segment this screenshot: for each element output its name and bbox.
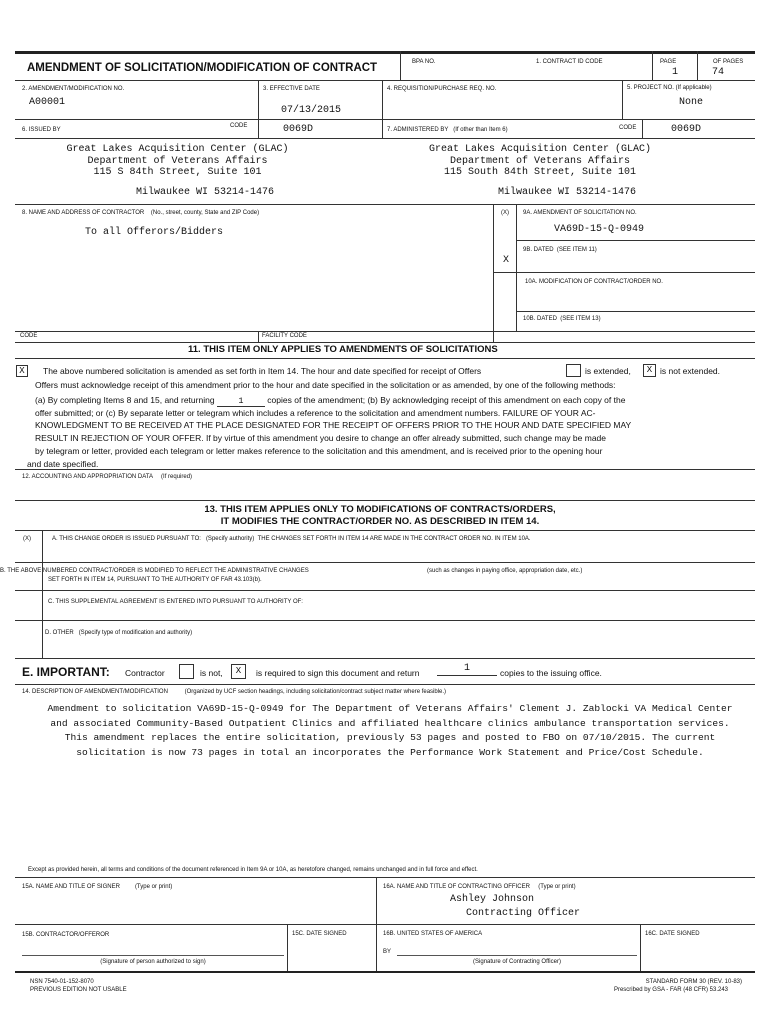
amendment-no-label: 2. AMENDMENT/MODIFICATION NO. — [22, 86, 125, 92]
is-not-checkbox[interactable] — [179, 664, 194, 679]
rule-before-item13 — [15, 500, 755, 501]
item14-description — [20, 702, 760, 760]
form-title: AMENDMENT OF SOLICITATION/MODIFICATION OF CONTRACT — [27, 62, 378, 74]
item11-heading: 11. THIS ITEM ONLY APPLIES TO AMENDMENTS OF SOLICITATIONS — [188, 344, 498, 355]
of-pages-number: 74 — [712, 67, 725, 78]
important-contractor: Contractor — [125, 668, 165, 678]
rule-issued-code — [15, 138, 755, 139]
vline-item13-x — [42, 530, 43, 658]
returning-copies-value: 1 — [217, 396, 265, 407]
x-mark-9b: X — [503, 255, 510, 266]
item14-label — [22, 689, 446, 696]
amend-9a-value: VA69D-15-Q-0949 — [554, 224, 645, 235]
item11-line3a: (a) By completing Items 8 and 15, and returning — [35, 395, 215, 405]
rule-9b — [516, 240, 755, 241]
signer-15a-text: 15A. NAME AND TITLE OF SIGNER — [22, 884, 120, 890]
item13-c-text: C. THIS SUPPLEMENTAL AGREEMENT IS ENTERED INTO PURSUANT TO AUTHORITY OF: — [48, 599, 303, 605]
dated-10b-label — [523, 316, 601, 323]
item13-x-label: (X) — [23, 536, 31, 542]
rule-under-item11-heading — [15, 358, 755, 359]
admin-line-3: 115 South 84th Street, Suite 101 — [443, 167, 637, 178]
dated-9b-note: (SEE ITEM 11) — [556, 247, 597, 253]
amend-9a-label: 9A. AMENDMENT OF SOLICITATION NO. — [523, 210, 637, 216]
issued-code-value: 0069D — [283, 124, 314, 135]
item13-a — [52, 536, 531, 543]
dated-9b-label — [523, 247, 597, 254]
item14-line-3: This amendment replaces the entire solicitation, previously 53 pages and posted to FBO on 07/10/2015. The current — [64, 732, 716, 743]
officer-signature-line[interactable] — [397, 955, 637, 956]
vline-title-right — [400, 51, 401, 80]
project-no-label — [627, 85, 712, 92]
dated-10b-note: (SEE ITEM 13) — [560, 316, 601, 322]
dated-10b-text: 10B. DATED — [523, 316, 557, 322]
important-required: is required to sign this document and return — [256, 668, 420, 678]
item11-line1: The above numbered solicitation is amended as set forth in Item 14. The hour and date specified for receipt of Offers — [43, 366, 482, 376]
officer-16a-text: 16A. NAME AND TITLE OF CONTRACTING OFFICER — [383, 884, 530, 890]
item13-heading-2: IT MODIFIES THE CONTRACT/ORDER NO. AS DESCRIBED IN ITEM 14. — [220, 516, 540, 527]
extended-checkbox[interactable] — [566, 364, 581, 377]
issued-code-label: CODE — [230, 123, 248, 129]
nsn-text: NSN 7540-01-152-8070 — [30, 979, 94, 985]
usa-16b-label: 16B. UNITED STATES OF AMERICA — [383, 931, 483, 937]
facility-code-label: FACILITY CODE — [262, 333, 307, 339]
item11-line4: offer submitted; or (c) By separate letter or telegram which includes a reference to the solicitation and amendment numbers. FAILURE OF YOUR AC- — [35, 408, 596, 418]
rule-before-item14 — [15, 684, 755, 685]
admin-city: Milwaukee WI 53214-1476 — [497, 187, 637, 198]
vline-row3-admincode — [642, 119, 643, 138]
item14-note: (Organized by UCF section headings, including solicitation/contract subject matter where feasible.) — [184, 689, 447, 695]
rule-13a — [15, 562, 755, 563]
vline-16c — [640, 924, 641, 972]
admin-by-text: 7. ADMINISTERED BY — [387, 127, 449, 133]
previous-edition-text: PREVIOUS EDITION NOT USABLE — [30, 987, 127, 993]
issued-line-2: Department of Veterans Affairs — [87, 155, 268, 167]
contractor-signature-line[interactable] — [22, 955, 284, 956]
vline-row2-a — [258, 80, 259, 119]
contractor-label-note: (No., street, county, State and ZIP Code) — [150, 210, 260, 216]
vline-page-right — [697, 51, 698, 80]
mod-10a-label: 10A. MODIFICATION OF CONTRACT/ORDER NO. — [525, 279, 663, 285]
vline-facility — [258, 331, 259, 342]
contractor-label-text: 8. NAME AND ADDRESS OF CONTRACTOR — [22, 210, 145, 216]
rule-10a — [494, 272, 755, 273]
prescribed-text: Prescribed by GSA - FAR (48 CFR) 53.243 — [613, 987, 728, 993]
item11-line3b: copies of the amendment; (b) By acknowledging receipt of this amendment on each copy of the — [267, 395, 626, 405]
rule-after-row3 — [15, 204, 755, 205]
important-label: E. IMPORTANT: — [22, 665, 110, 679]
item13-d-text: D. OTHER — [45, 630, 74, 636]
issued-line-3: 115 S 84th Street, Suite 101 — [93, 167, 262, 178]
item14-line-2: and associated Community-Based Outpatient Clinics and affiliated healthcare clinics ambulance transportation services. — [50, 717, 730, 729]
item11-line2: Offers must acknowledge receipt of this amendment prior to the hour and date specified in the solicitation or as amended, by one of the following methods: — [35, 380, 616, 390]
rule-13c — [15, 620, 755, 621]
item11-line7: by telegram or letter, provided each telegram or letter makes reference to the solicitation and this amendment, and is received prior to the opening hour — [35, 446, 603, 456]
bpa-label: BPA NO. — [412, 59, 436, 65]
project-no-note: (If applicable) — [675, 85, 712, 91]
rule-before-signatures — [15, 877, 755, 878]
rule-under-item13-heading — [15, 530, 755, 531]
amendment-no-value: A00001 — [29, 97, 66, 108]
effective-date-label: 3. EFFECTIVE DATE — [263, 86, 320, 92]
item13-heading-1: 13. THIS ITEM APPLIES ONLY TO MODIFICATIONS OF CONTRACTS/ORDERS, — [204, 504, 556, 515]
item13-d — [45, 630, 192, 637]
page-label: PAGE — [660, 59, 677, 65]
of-pages-label: OF PAGES — [713, 59, 744, 65]
signer-15a-note: (Type or print) — [134, 884, 173, 890]
officer-16a-note: (Type or print) — [538, 884, 576, 890]
rule-code-row — [15, 331, 755, 332]
item13-b-note: (such as changes in paying office, appropriation date, etc.) — [427, 568, 583, 574]
project-no-text: 5. PROJECT NO. — [627, 85, 674, 91]
vline-row2-b — [382, 80, 383, 119]
item12-label — [22, 474, 192, 481]
except-text: Except as provided herein, all terms and conditions of the document referenced in Item 9A or 10A, as heretofore changed, remains unchanged and in full force and effect. — [28, 867, 478, 873]
vline-row3-code — [258, 119, 259, 138]
not-extended-text: is not extended. — [660, 366, 721, 376]
item14-text: 14. DESCRIPTION OF AMENDMENT/MODIFICATION — [22, 689, 168, 695]
rule-13b — [15, 590, 755, 591]
item11-line6: RESULT IN REJECTION OF YOUR OFFER. If by virtue of this amendment you desire to change an offer already submitted, such change may be made — [35, 433, 607, 443]
contractor-value: To all Offerors/Bidders — [85, 227, 224, 238]
item14-line-1: Amendment to solicitation VA69D-15-Q-0949 for The Department of Veterans Affairs' Clement J. Zablocki VA Medical Center — [47, 703, 733, 714]
item13-a-text2: THE CHANGES SET FORTH IN ITEM 14 ARE MADE IN THE CONTRACT ORDER NO. IN ITEM 10A. — [257, 536, 531, 542]
officer-name: Ashley Johnson — [450, 894, 535, 905]
item11-line5: KNOWLEDGMENT TO BE RECEIVED AT THE PLACE DESIGNATED FOR THE RECEIPT OF OFFERS PRIOR TO THE HOUR AND DATE SPECIFIED MAY — [35, 420, 632, 430]
rule-sig-row — [15, 924, 755, 925]
project-no-value: None — [679, 97, 704, 108]
requisition-label: 4. REQUISITION/PURCHASE REQ. NO. — [387, 86, 497, 92]
rule-after-title — [15, 80, 755, 81]
important-copies-text: copies to the issuing office. — [500, 668, 602, 678]
contractor-label — [22, 210, 259, 217]
x-column-label: (X) — [501, 210, 509, 216]
top-thick-rule — [15, 51, 755, 54]
rule-10b — [516, 311, 755, 312]
date-16c-label: 16C. DATE SIGNED — [645, 931, 700, 937]
standard-form-text: STANDARD FORM 30 (REV. 10-83) — [645, 979, 742, 985]
important-copies: 1 — [437, 663, 497, 676]
rule-after-row2 — [15, 119, 755, 120]
item12-text: 12. ACCOUNTING AND APPROPRIATION DATA — [22, 474, 153, 480]
not-extended-checkbox[interactable]: X — [643, 364, 656, 377]
effective-date-value: 07/13/2015 — [281, 105, 342, 116]
rule-before-item11 — [15, 342, 755, 343]
rule-before-item12 — [15, 469, 755, 470]
page-number: 1 — [672, 67, 679, 78]
item13-a-text: A. THIS CHANGE ORDER IS ISSUED PURSUANT TO: — [52, 536, 201, 542]
contract-id-label: 1. CONTRACT ID CODE — [536, 59, 603, 65]
item11-line8: and date specified. — [27, 459, 99, 469]
admin-code-label: CODE — [619, 125, 637, 131]
item14-line-4: solicitation is now 73 pages in total an incorporates the Performance Work Statement and Price/Cost Schedule. — [76, 746, 704, 758]
admin-by-note: (If other than Item 6) — [453, 127, 508, 133]
code-label: CODE — [20, 333, 38, 339]
item12-note: (If required) — [161, 474, 193, 480]
vline-contract-right — [652, 51, 653, 80]
is-required-checkbox[interactable]: X — [231, 664, 246, 679]
item11-checkbox[interactable]: X — [16, 365, 28, 377]
is-extended-text: is extended, — [585, 366, 631, 376]
item13-b-text2: SET FORTH IN ITEM 14, PURSUANT TO THE AUTHORITY OF FAR 43.103(b). — [48, 577, 262, 583]
item13-d-note: (Specify type of modification and authority) — [78, 630, 193, 636]
signature-person-caption: (Signature of person authorized to sign) — [100, 959, 206, 965]
by-label: BY — [383, 949, 392, 955]
signature-officer-caption: (Signature of Contracting Officer) — [473, 959, 561, 965]
officer-16a-label — [383, 884, 576, 891]
rule-before-important — [15, 658, 755, 659]
contractor-15b-label: 15B. CONTRACTOR/OFFEROR — [22, 932, 110, 938]
admin-by-address — [385, 144, 695, 179]
vline-contractor-right — [493, 204, 494, 342]
signer-15a-label — [22, 884, 172, 891]
item13-heading — [100, 504, 660, 528]
bottom-thick-rule — [15, 971, 755, 973]
issued-city: Milwaukee WI 53214-1476 — [135, 187, 275, 198]
important-is-not: is not, — [200, 668, 223, 678]
issued-line-1: Great Lakes Acquisition Center (GLAC) — [66, 144, 289, 155]
item13-b-text1: B. THE ABOVE NUMBERED CONTRACT/ORDER IS MODIFIED TO REFLECT THE ADMINISTRATIVE CHANGES — [0, 568, 309, 574]
issued-by-address — [15, 144, 340, 179]
officer-title: Contracting Officer — [466, 908, 581, 919]
admin-line-1: Great Lakes Acquisition Center (GLAC) — [428, 144, 652, 155]
vline-row2-c — [622, 80, 623, 119]
admin-line-2: Department of Veterans Affairs — [449, 155, 631, 167]
admin-by-label — [387, 127, 508, 134]
vline-15c — [287, 924, 288, 972]
date-15c-label: 15C. DATE SIGNED — [292, 931, 347, 937]
dated-9b-text: 9B. DATED — [523, 247, 554, 253]
issued-by-label: 6. ISSUED BY — [22, 127, 61, 133]
item13-a-note: (Specify authority) — [205, 536, 255, 542]
vline-row3-mid — [382, 119, 383, 138]
item11-line3 — [35, 395, 625, 407]
admin-code-value: 0069D — [671, 124, 702, 135]
